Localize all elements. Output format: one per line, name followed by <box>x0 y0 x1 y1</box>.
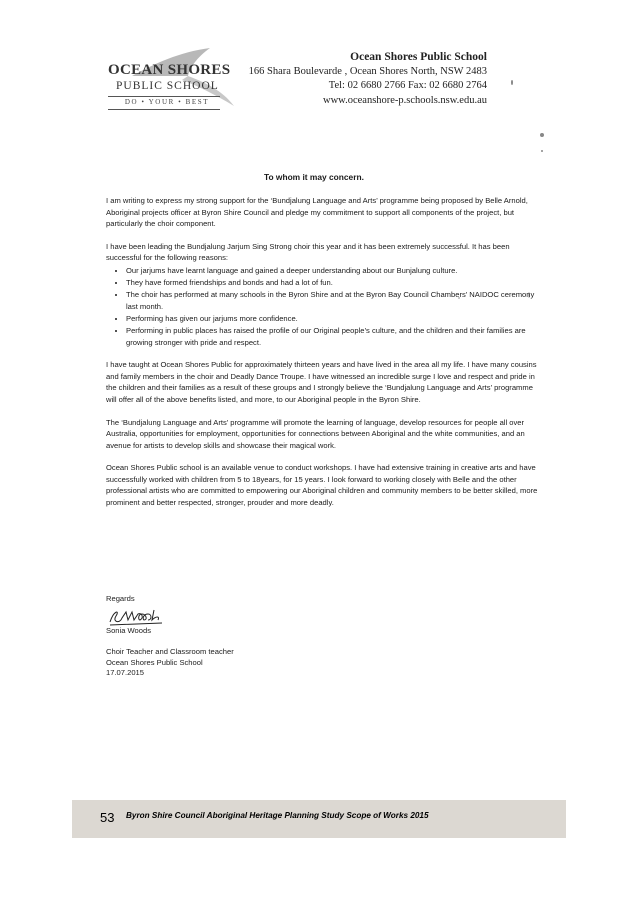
logo-name-line1: OCEAN SHORES <box>108 62 231 78</box>
handwritten-signature <box>108 606 168 628</box>
scan-speck <box>541 150 543 152</box>
logo-divider <box>108 109 220 110</box>
footer-document-title: Byron Shire Council Aboriginal Heritage Planning Study Scope of Works 2015 <box>126 811 429 820</box>
signer-name: Sonia Woods <box>106 626 152 635</box>
school-phone-fax: Tel: 02 6680 2766 Fax: 02 6680 2764 <box>328 80 487 91</box>
school-logo <box>104 46 231 126</box>
school-street: 166 Shara Boulevarde , Ocean Shores North, NSW 2483 <box>248 65 487 77</box>
logo-name-line2: PUBLIC SCHOOL <box>116 80 219 92</box>
signer-details <box>106 647 234 679</box>
list-item: • Performing has given our jarjums more confidence. <box>126 313 538 325</box>
letter-paragraph: The ‘Bundjalung Language and Arts’ programme will promote the learning of language, develop resources for people all over Australia, opportunities for employment, opportunities for connections between Aboriginal and the white communities, and an avenue for artists to develop skills and showcase their magical work. <box>106 417 525 450</box>
letter-greeting: To whom it may concern. <box>264 172 364 182</box>
scan-speck <box>540 133 544 137</box>
letter-body <box>106 195 538 520</box>
logo-motto: DO • YOUR • BEST <box>124 98 210 106</box>
reasons-list <box>106 265 538 348</box>
logo-divider <box>108 96 220 97</box>
list-item: • The choir has performed at many schools in the Byron Shire and at the Byron Bay Council Chambers’ NAIDOC ceremony last month. <box>126 289 538 312</box>
page-footer <box>72 800 566 838</box>
signer-role: Choir Teacher and Classroom teacher <box>106 647 234 656</box>
letter-paragraph: I have taught at Ocean Shores Public for approximately thirteen years and have lived in the area all my life. I have many cousins and family members in the choir and Deadly Dance Troupe. I have witnessed an incredible surge I love and respect and pride in the children and their families as a result of these groups and I strongly believe the ‘Bundjalung Language and Arts’ programme will offer all of the above benefits listed, and more, to our Aboriginal people in the Byron Shire. <box>106 360 537 404</box>
letter-paragraph: I have been leading the Bundjalung Jarjum Sing Strong choir this year and it has been extremely successful. It has been successful for the following reasons: <box>106 241 510 263</box>
school-name: Ocean Shores Public School <box>350 51 487 63</box>
list-item: • Performing in public places has raised the profile of our Original people’s culture, and the children and their families are growing stronger with pride and respect. <box>126 325 538 348</box>
list-item: • They have formed friendships and bonds and had a lot of fun. <box>126 277 538 289</box>
signer-school: Ocean Shores Public School <box>106 657 203 667</box>
letter-date: 17.07.2015 <box>106 668 145 677</box>
letter-paragraph: Ocean Shores Public school is an available venue to conduct workshops. I have had extensive training in creative arts and have successfully worked with children from 5 to 18years, for 15 years. I look forward to working closely with Belle and the other professional artists who are committed to empowering our Aboriginal children and community members to be better skilled, more prominent and better respected, stronger, prouder and more deadly. <box>106 463 538 508</box>
letter-closing: Regards <box>106 594 135 603</box>
letter-paragraph: I am writing to express my strong support for the ‘Bundjalung Language and Arts’ programme being proposed by Belle Arnold, Aboriginal projects officer at Byron Shire Council and pledge my commitment to support all components of the project, but particularly the choir component. <box>106 196 528 229</box>
scan-speck <box>511 80 513 85</box>
school-address-block <box>249 50 487 108</box>
list-item: • Our jarjums have learnt language and gained a deeper understanding about our Bunjalung culture. <box>126 265 538 277</box>
page-number: 53 <box>100 810 115 825</box>
school-website: www.oceanshore-p.schools.nsw.edu.au <box>323 94 487 106</box>
